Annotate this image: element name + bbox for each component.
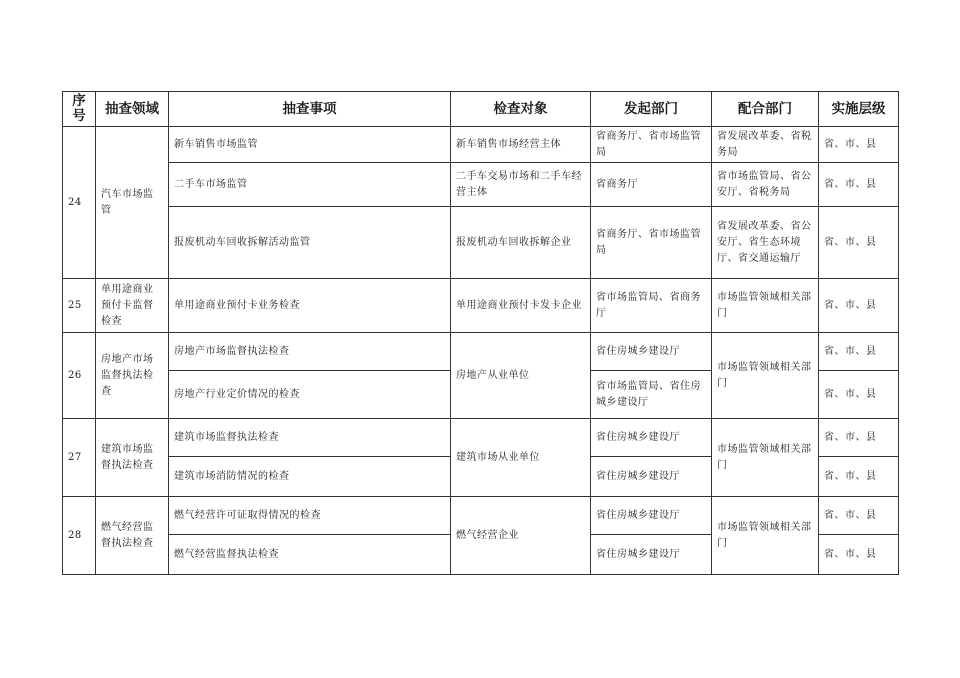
row-domain: 燃气经营监督执法检查	[96, 497, 169, 575]
row-item: 房地产行业定价情况的检查	[169, 371, 451, 419]
row-item: 燃气经营监督执法检查	[169, 535, 451, 575]
row-cooperator: 市场监管领域相关部门	[712, 419, 819, 497]
header-item: 抽查事项	[169, 92, 451, 127]
row-object: 建筑市场从业单位	[451, 419, 591, 497]
header-row	[63, 92, 899, 127]
header-object: 检查对象	[451, 92, 591, 127]
row-item: 二手车市场监管	[169, 163, 451, 207]
row-item: 建筑市场消防情况的检查	[169, 457, 451, 497]
row-initiator: 省商务厅、省市场监管局	[591, 207, 712, 279]
row-initiator: 省住房城乡建设厅	[591, 333, 712, 371]
header-cooperator: 配合部门	[712, 92, 819, 127]
row-initiator: 省市场监管局、省商务厅	[591, 279, 712, 333]
row-level: 省、市、县	[819, 535, 899, 575]
row-object: 单用途商业预付卡发卡企业	[451, 279, 591, 333]
row-initiator: 省住房城乡建设厅	[591, 457, 712, 497]
row-initiator: 省住房城乡建设厅	[591, 535, 712, 575]
row-level: 省、市、县	[819, 371, 899, 419]
inspection-table	[62, 91, 899, 575]
table-row	[63, 497, 899, 535]
row-cooperator: 省发展改革委、省税务局	[712, 127, 819, 163]
row-initiator: 省住房城乡建设厅	[591, 497, 712, 535]
row-cooperator: 市场监管领域相关部门	[712, 333, 819, 419]
row-initiator: 省市场监管局、省住房城乡建设厅	[591, 371, 712, 419]
row-level: 省、市、县	[819, 457, 899, 497]
table-row	[63, 279, 899, 333]
row-seq: 28	[63, 497, 96, 575]
row-item: 新车销售市场监管	[169, 127, 451, 163]
row-seq: 27	[63, 419, 96, 497]
row-item: 报废机动车回收拆解活动监管	[169, 207, 451, 279]
row-level: 省、市、县	[819, 207, 899, 279]
row-seq: 25	[63, 279, 96, 333]
header-seq: 序号	[63, 92, 96, 127]
row-object: 燃气经营企业	[451, 497, 591, 575]
row-seq: 26	[63, 333, 96, 419]
row-object: 二手车交易市场和二手车经营主体	[451, 163, 591, 207]
table-row	[63, 419, 899, 457]
row-item: 房地产市场监督执法检查	[169, 333, 451, 371]
row-object: 房地产从业单位	[451, 333, 591, 419]
row-item: 燃气经营许可证取得情况的检查	[169, 497, 451, 535]
row-level: 省、市、县	[819, 127, 899, 163]
table-row	[63, 333, 899, 371]
row-cooperator: 省发展改革委、省公安厅、省生态环境厅、省交通运输厅	[712, 207, 819, 279]
row-domain: 汽车市场监管	[96, 127, 169, 279]
header-initiator: 发起部门	[591, 92, 712, 127]
row-object: 新车销售市场经营主体	[451, 127, 591, 163]
table-row	[63, 207, 899, 279]
row-cooperator: 市场监管领域相关部门	[712, 497, 819, 575]
header-level: 实施层级	[819, 92, 899, 127]
row-level: 省、市、县	[819, 163, 899, 207]
row-level: 省、市、县	[819, 497, 899, 535]
row-item: 单用途商业预付卡业务检查	[169, 279, 451, 333]
row-domain: 单用途商业预付卡监督检查	[96, 279, 169, 333]
header-domain: 抽查领域	[96, 92, 169, 127]
table-row	[63, 127, 899, 163]
row-cooperator: 市场监管领域相关部门	[712, 279, 819, 333]
row-level: 省、市、县	[819, 419, 899, 457]
row-item: 建筑市场监督执法检查	[169, 419, 451, 457]
row-domain: 房地产市场监督执法检查	[96, 333, 169, 419]
row-initiator: 省商务厅	[591, 163, 712, 207]
row-initiator: 省住房城乡建设厅	[591, 419, 712, 457]
row-domain: 建筑市场监督执法检查	[96, 419, 169, 497]
table-row	[63, 163, 899, 207]
row-cooperator: 省市场监管局、省公安厅、省税务局	[712, 163, 819, 207]
row-seq: 24	[63, 127, 96, 279]
row-level: 省、市、县	[819, 333, 899, 371]
row-level: 省、市、县	[819, 279, 899, 333]
row-initiator: 省商务厅、省市场监管局	[591, 127, 712, 163]
row-object: 报废机动车回收拆解企业	[451, 207, 591, 279]
